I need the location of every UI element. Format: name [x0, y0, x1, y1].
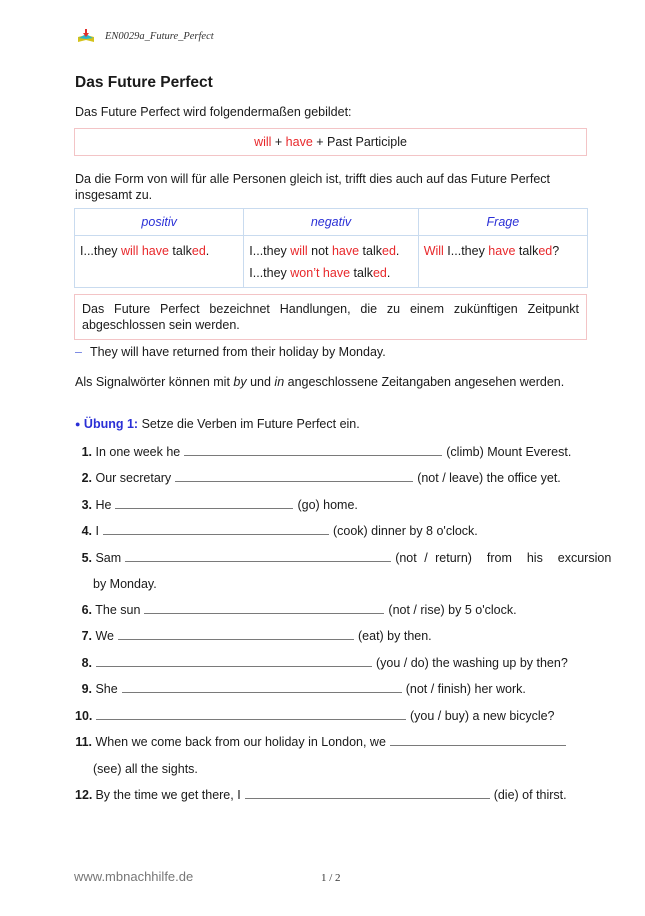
item-text-after: (you / do) the washing up by then? [376, 656, 568, 670]
exercise-item [75, 735, 587, 749]
exercise-item [75, 656, 587, 670]
cell-positiv [75, 236, 244, 288]
item-text-after: (die) of thirst. [493, 788, 567, 802]
item-text-after: (not / finish) her work. [405, 682, 526, 696]
red-text: will [290, 244, 308, 258]
item-number: 2. [81, 471, 92, 485]
item-continuation: by Monday. [93, 577, 157, 591]
answer-blank[interactable] [103, 524, 329, 535]
text: talk [359, 244, 383, 258]
page-header [77, 29, 214, 43]
red-text: ed [191, 244, 206, 258]
header-frage: Frage [418, 209, 587, 236]
red-text: Will [423, 244, 444, 258]
text: Als Signalwörter können mit [75, 375, 234, 389]
dash-bullet: – [75, 345, 82, 359]
formula-rest: + Past Participle [312, 135, 407, 149]
text: I...they [249, 244, 291, 258]
cell-negativ [244, 236, 418, 288]
item-number: 7. [81, 629, 92, 643]
example-text: They will have returned from their holiday by Monday. [89, 345, 386, 359]
note-text: Da die Form von will für alle Personen gleich ist, trifft dies auch auf das Future Perfect insgesamt zu. [75, 172, 550, 202]
page-title: Das Future Perfect [75, 74, 213, 91]
item-number: 12. [75, 788, 93, 802]
formula-will: will [254, 135, 272, 149]
book-logo-icon [77, 29, 95, 43]
italic-in: in [274, 375, 285, 389]
exercise-item [75, 682, 587, 696]
item-text-after: (not / rise) by 5 o'clock. [388, 603, 517, 617]
formula-box [74, 128, 587, 156]
red-text: ed [538, 244, 553, 258]
example-sentence [75, 345, 386, 359]
exercise-item [75, 471, 587, 485]
formula-plus: + [271, 135, 286, 149]
text: und [246, 375, 275, 389]
answer-blank[interactable] [96, 656, 372, 667]
exercise-instruction: Setze die Verben im Future Perfect ein. [138, 417, 360, 431]
exercise-item [75, 551, 612, 565]
text: talk [168, 244, 192, 258]
intro-text: Das Future Perfect wird folgendermaßen gebildet: [75, 105, 352, 119]
answer-blank[interactable] [125, 551, 391, 562]
item-text-after: (not / return) from his excursion [395, 551, 612, 565]
red-text: ed [372, 266, 387, 280]
item-text-before: He [92, 498, 112, 512]
item-text-before: When we come back from our holiday in London, we [92, 735, 386, 749]
negativ-line-2 [249, 262, 412, 284]
cell-frage [418, 236, 587, 288]
item-number: 6. [81, 603, 92, 617]
item-number: 10. [75, 709, 93, 723]
exercise-item [75, 603, 587, 617]
item-number: 1. [81, 445, 92, 459]
footer-url: www.mbnachhilfe.de [74, 869, 194, 884]
red-text: will have [121, 244, 169, 258]
text: angeschlossene Zeitangaben angesehen werden. [284, 375, 565, 389]
item-number: 9. [81, 682, 92, 696]
item-text-before: By the time we get there, I [92, 788, 241, 802]
formula-have: have [285, 135, 313, 149]
exercise-item [75, 498, 587, 512]
text: not [307, 244, 332, 258]
item-text-after: (not / leave) the office yet. [417, 471, 561, 485]
answer-blank[interactable] [175, 471, 413, 482]
text: I...they [443, 244, 489, 258]
negativ-line-1 [249, 240, 412, 262]
red-text: won’t have [290, 266, 351, 280]
text: I...they [249, 266, 291, 280]
answer-blank[interactable] [144, 603, 384, 614]
item-number: 4. [81, 524, 92, 538]
exercise-heading [75, 417, 360, 431]
item-text-before: The sun [92, 603, 141, 617]
exercise-item [75, 788, 587, 802]
text: ? [552, 244, 560, 258]
item-number: 8. [81, 656, 92, 670]
exercise-item [75, 709, 587, 723]
text: . [205, 244, 210, 258]
exercise-item [75, 524, 587, 538]
item-text-after: (go) home. [297, 498, 358, 512]
forms-table [74, 208, 588, 288]
answer-blank[interactable] [184, 445, 442, 456]
table-row [75, 236, 588, 288]
item-text-before: We [92, 629, 114, 643]
answer-blank[interactable] [245, 788, 490, 799]
text: . [386, 266, 391, 280]
item-number: 5. [81, 551, 92, 565]
item-text-before: Our secretary [92, 471, 172, 485]
red-text: have [331, 244, 360, 258]
item-text-after: (climb) Mount Everest. [446, 445, 572, 459]
document-id: EN0029a_Future_Perfect [105, 30, 214, 42]
header-positiv: positiv [75, 209, 244, 236]
item-text-before: She [92, 682, 118, 696]
item-text-after: (eat) by then. [358, 629, 432, 643]
exercise-item [75, 629, 587, 643]
definition-box: Das Future Perfect bezeichnet Handlungen, die zu einem zukünftigen Zeitpunkt abgeschlossen sein werden. [74, 294, 587, 340]
bullet-icon: ● [75, 419, 81, 429]
exercise-label: Übung 1: [83, 417, 139, 431]
item-text-before: Sam [92, 551, 122, 565]
answer-blank[interactable] [118, 629, 354, 640]
item-number: 11. [75, 735, 92, 749]
table-header-row [75, 209, 588, 236]
item-text-after: (cook) dinner by 8 o'clock. [332, 524, 478, 538]
red-text: have [488, 244, 516, 258]
item-number: 3. [81, 498, 92, 512]
text: I...they [80, 244, 121, 258]
answer-blank[interactable] [122, 682, 402, 693]
text: talk [515, 244, 539, 258]
text: talk [350, 266, 373, 280]
header-negativ: negativ [244, 209, 418, 236]
item-text-after: (you / buy) a new bicycle? [410, 709, 555, 723]
answer-blank[interactable] [115, 498, 293, 509]
italic-by: by [233, 375, 247, 389]
signal-words-text [75, 374, 587, 390]
item-text-before: In one week he [92, 445, 181, 459]
text: . [395, 244, 400, 258]
page-number: 1 / 2 [321, 872, 341, 884]
item-continuation: (see) all the sights. [93, 762, 198, 776]
answer-blank[interactable] [96, 709, 406, 720]
exercise-item [75, 445, 587, 459]
answer-blank[interactable] [390, 735, 566, 746]
item-text-before: I [92, 524, 99, 538]
red-text: ed [382, 244, 396, 258]
